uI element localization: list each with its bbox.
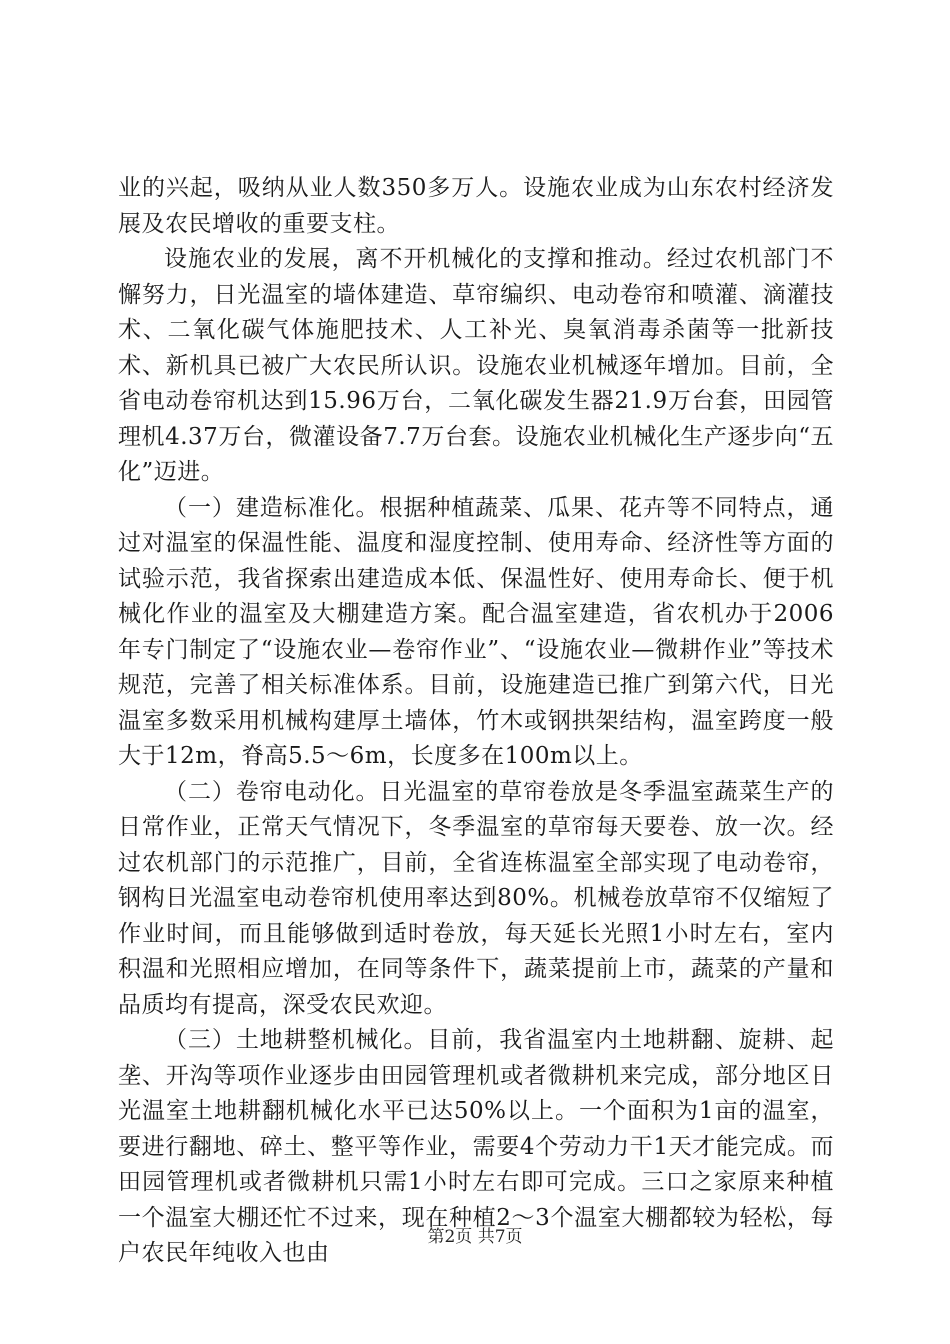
page-footer: 第2页 共7页 (427, 1227, 523, 1247)
paragraph-continuation: 业的兴起，吸纳从业人数350多万人。设施农业成为山东农村经济发展及农民增收的重要支柱。 (118, 175, 834, 237)
paragraph-electric-curtain: （二）卷帘电动化。日光温室的草帘卷放是冬季温室蔬菜生产的日常作业，正常天气情况下，冬季温室的草帘每天要卷、放一次。经过农机部门的示范推广，目前，全省连栋温室全部实现了电动卷帘，钢构日光温室电动卷帘机使用率达到80%。机械卷放草帘不仅缩短了作业时间，而且能够做到适时卷放，每天延长光照1小时左右，室内积温和光照相应增加，在同等条件下，蔬菜提前上市，蔬菜的产量和品质均有提高，深受农民欢迎。 (118, 778, 834, 1018)
paragraph-mechanization-overview: 设施农业的发展，离不开机械化的支撑和推动。经过农机部门不懈努力，日光温室的墙体建造、草帘编织、电动卷帘和喷灌、滴灌技术、二氧化碳气体施肥技术、人工补光、臭氧消毒杀菌等一批新技术、新机具已被广大农民所认识。设施农业机械逐年增加。目前，全省电动卷帘机达到15.96万台，二氧化碳发生器21.9万台套，田园管理机4.37万台，微灌设备7.7万台套。设施农业机械化生产逐步向“五化”迈进。 (118, 246, 834, 485)
document-body (118, 171, 834, 1272)
paragraph-tillage-mechanization: （三）土地耕整机械化。目前，我省温室内土地耕翻、旋耕、起垄、开沟等项作业逐步由田园管理机或者微耕机来完成，部分地区日光温室土地耕翻机械化水平已达50%以上。一个面积为1亩的温室，要进行翻地、碎土、整平等作业，需要4个劳动力干1天才能完成。而田园管理机或者微耕机只需1小时左右即可完成。三口之家原来种植一个温室大棚还忙不过来，现在种植2～3个温室大棚都较为轻松，每户农民年纯收入也由 (118, 1027, 834, 1266)
paragraph-construction-standardization: （一）建造标准化。根据种植蔬菜、瓜果、花卉等不同特点，通过对温室的保温性能、温度和湿度控制、使用寿命、经济性等方面的试验示范，我省探索出建造成本低、保温性好、使用寿命长、便于机械化作业的温室及大棚建造方案。配合温室建造，省农机办于2006年专门制定了“设施农业—卷帘作业”、“设施农业—微耕作业”等技术规范，完善了相关标准体系。目前，设施建造已推广到第六代，日光温室多数采用机械构建厚土墙体，竹木或钢拱架结构，温室跨度一般大于12m，脊高5.5～6m，长度多在100m以上。 (118, 494, 834, 769)
